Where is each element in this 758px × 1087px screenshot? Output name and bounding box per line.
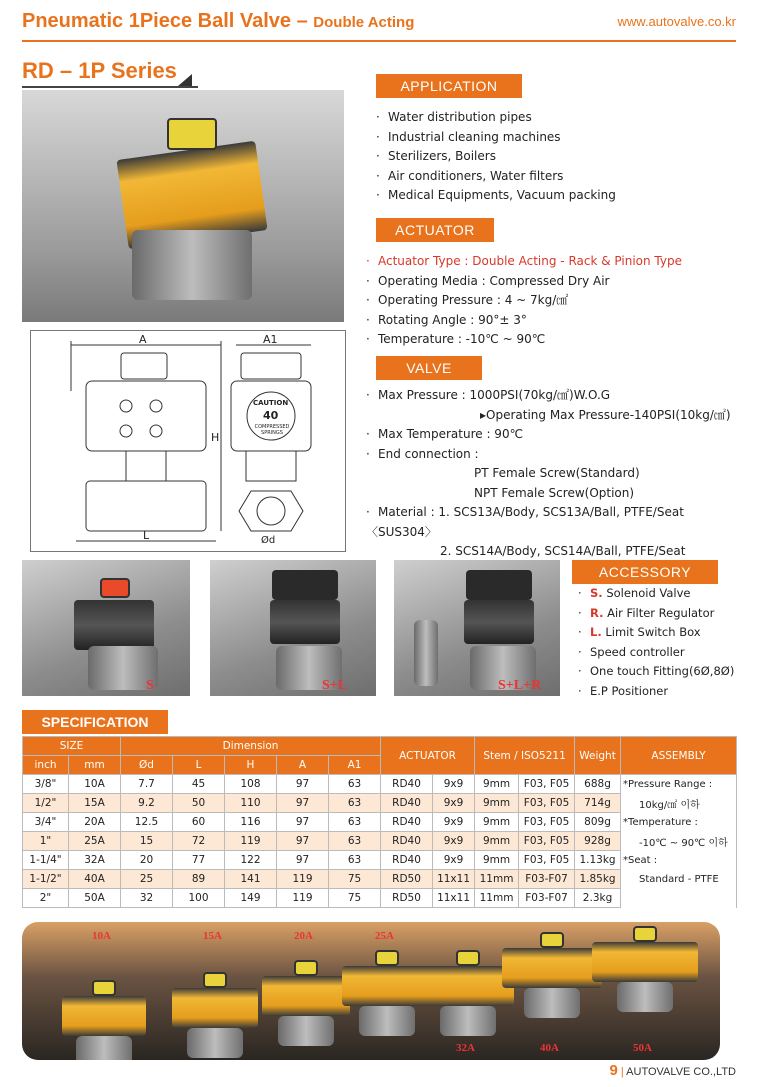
table-cell: 1.85kg bbox=[575, 870, 621, 889]
table-cell: 2" bbox=[23, 889, 69, 908]
size-label: 25A bbox=[375, 930, 394, 942]
table-cell: 928g bbox=[575, 832, 621, 851]
header-assembly: ASSEMBLY bbox=[621, 737, 737, 775]
accessory-list bbox=[578, 584, 738, 701]
photo-label-s: S bbox=[146, 678, 154, 693]
size-label: 10A bbox=[92, 930, 111, 942]
table-cell: 1/2" bbox=[23, 794, 69, 813]
table-cell: 119 bbox=[277, 870, 329, 889]
dim-label-a1: A1 bbox=[263, 333, 278, 346]
table-row bbox=[23, 832, 737, 851]
actuator-heading: ACTUATOR bbox=[376, 218, 494, 242]
list-item: · E.P Positioner bbox=[578, 683, 669, 698]
series-triangle-icon bbox=[178, 74, 192, 86]
table-cell: 89 bbox=[173, 870, 225, 889]
table-cell: 9x9 bbox=[433, 794, 475, 813]
size-label: 20A bbox=[294, 930, 313, 942]
table-cell: 149 bbox=[225, 889, 277, 908]
table-cell: 10A bbox=[69, 775, 121, 794]
table-cell: RD40 bbox=[381, 813, 433, 832]
company-name: AUTOVALVE CO.,LTD bbox=[626, 1066, 736, 1078]
accessory-photo-slr bbox=[394, 560, 560, 696]
list-item: 2. SCS14A/Body, SCS14A/Ball, PTFE/Seat bbox=[440, 544, 686, 558]
actuator-list bbox=[366, 252, 736, 350]
title-main: Pneumatic 1Piece Ball Valve – bbox=[22, 10, 314, 32]
header-actuator: ACTUATOR bbox=[381, 737, 475, 775]
header-size: SIZE bbox=[23, 737, 121, 756]
table-cell: 9x9 bbox=[433, 813, 475, 832]
table-cell: F03-F07 bbox=[519, 889, 575, 908]
table-cell: 15A bbox=[69, 794, 121, 813]
table-row bbox=[23, 870, 737, 889]
main-product-photo bbox=[22, 90, 344, 322]
dim-label-l: L bbox=[143, 529, 150, 542]
valve-heading: VALVE bbox=[376, 356, 482, 380]
table-cell: 1-1/4" bbox=[23, 851, 69, 870]
list-item: · Air conditioners, Water filters bbox=[376, 168, 564, 183]
size-label: 40A bbox=[540, 1042, 559, 1054]
table-cell: F03, F05 bbox=[519, 832, 575, 851]
list-item: · End connection : bbox=[366, 446, 479, 461]
table-row bbox=[23, 889, 737, 908]
list-item: · Rotating Angle : 90°± 3° bbox=[366, 312, 527, 327]
table-cell: 1.13kg bbox=[575, 851, 621, 870]
table-cell: 97 bbox=[277, 775, 329, 794]
table-cell: 97 bbox=[277, 813, 329, 832]
list-item: NPT Female Screw(Option) bbox=[474, 485, 635, 500]
table-cell: 9.2 bbox=[121, 794, 173, 813]
application-list bbox=[376, 108, 736, 206]
list-item: · Medical Equipments, Vacuum packing bbox=[376, 188, 616, 202]
subheader-inch: inch bbox=[23, 756, 69, 775]
table-row bbox=[23, 851, 737, 870]
header-weight: Weight bbox=[575, 737, 621, 775]
assembly-note: *Pressure Range : bbox=[621, 775, 737, 794]
assembly-note: Standard - PTFE bbox=[621, 870, 737, 889]
valve-list bbox=[366, 386, 736, 581]
footer: 9 | AUTOVALVE CO.,LTD bbox=[609, 1062, 736, 1079]
table-cell: 77 bbox=[173, 851, 225, 870]
table-cell: 714g bbox=[575, 794, 621, 813]
assembly-note: *Seat : bbox=[621, 851, 737, 870]
subheader-mm: mm bbox=[69, 756, 121, 775]
table-cell: F03-F07 bbox=[519, 870, 575, 889]
table-cell: 12.5 bbox=[121, 813, 173, 832]
table-cell: RD50 bbox=[381, 870, 433, 889]
list-item: ▸Operating Max Pressure-140PSI(10kg/㎠) bbox=[480, 407, 731, 422]
header-rule bbox=[22, 40, 736, 42]
page-header-title bbox=[22, 10, 414, 33]
list-item: · Material : 1. SCS13A/Body, SCS13A/Ball, PTFE/Seat 〈SUS304〉 bbox=[366, 505, 684, 539]
table-cell: 63 bbox=[329, 794, 381, 813]
table-cell: 688g bbox=[575, 775, 621, 794]
table-cell: 11mm bbox=[475, 870, 519, 889]
table-cell: F03, F05 bbox=[519, 775, 575, 794]
table-cell: 11x11 bbox=[433, 870, 475, 889]
list-item: · Operating Media : Compressed Dry Air bbox=[366, 273, 610, 288]
table-cell: 9mm bbox=[475, 832, 519, 851]
table-cell: RD40 bbox=[381, 794, 433, 813]
accessory-heading: ACCESSORY bbox=[572, 560, 718, 584]
table-cell: 20 bbox=[121, 851, 173, 870]
list-item: · R. Air Filter Regulator bbox=[578, 605, 715, 620]
table-cell: 97 bbox=[277, 832, 329, 851]
table-cell: F03, F05 bbox=[519, 813, 575, 832]
list-item: PT Female Screw(Standard) bbox=[474, 466, 640, 480]
table-cell: F03, F05 bbox=[519, 851, 575, 870]
title-sub: Double Acting bbox=[313, 14, 415, 31]
list-item: · Water distribution pipes bbox=[376, 110, 532, 124]
accessory-photo-sl bbox=[210, 560, 376, 696]
technical-drawing bbox=[30, 330, 346, 552]
table-cell: 32 bbox=[121, 889, 173, 908]
table-cell: 119 bbox=[277, 889, 329, 908]
size-label: 15A bbox=[203, 930, 222, 942]
table-cell: 9x9 bbox=[433, 832, 475, 851]
table-cell: 75 bbox=[329, 889, 381, 908]
table-cell: RD50 bbox=[381, 889, 433, 908]
table-cell: 63 bbox=[329, 851, 381, 870]
table-cell: 809g bbox=[575, 813, 621, 832]
table-cell: RD40 bbox=[381, 832, 433, 851]
table-cell: 63 bbox=[329, 832, 381, 851]
table-cell: 9x9 bbox=[433, 775, 475, 794]
website-url[interactable]: www.autovalve.co.kr bbox=[617, 14, 736, 29]
page-number: 9 bbox=[609, 1062, 618, 1079]
caution-number: 40 bbox=[263, 409, 279, 422]
table-body bbox=[23, 775, 737, 908]
table-cell: 122 bbox=[225, 851, 277, 870]
table-cell: 1" bbox=[23, 832, 69, 851]
list-item: · Operating Pressure : 4 ~ 7kg/㎠ bbox=[366, 293, 569, 307]
header-stem: Stem / ISO5211 bbox=[475, 737, 575, 775]
specification-table bbox=[22, 736, 737, 908]
accessory-photo-s bbox=[22, 560, 190, 696]
table-cell: 110 bbox=[225, 794, 277, 813]
list-item: · Speed controller bbox=[578, 644, 685, 659]
table-cell: 7.7 bbox=[121, 775, 173, 794]
subheader-l: L bbox=[173, 756, 225, 775]
assembly-note: 10kg/㎠ 이하 bbox=[621, 794, 737, 813]
size-label: 32A bbox=[456, 1042, 475, 1054]
table-cell: 1-1/2" bbox=[23, 870, 69, 889]
table-cell: F03, F05 bbox=[519, 794, 575, 813]
table-cell: 108 bbox=[225, 775, 277, 794]
table-row bbox=[23, 775, 737, 794]
size-label: 50A bbox=[633, 1042, 652, 1054]
table-cell: 50 bbox=[173, 794, 225, 813]
table-cell: RD40 bbox=[381, 775, 433, 794]
size-range-photo bbox=[22, 922, 720, 1060]
list-item: · One touch Fitting(6Ø,8Ø) bbox=[578, 664, 735, 678]
dim-label-h: H bbox=[211, 431, 220, 444]
subheader-od: Ød bbox=[121, 756, 173, 775]
table-cell: 72 bbox=[173, 832, 225, 851]
table-cell: 100 bbox=[173, 889, 225, 908]
table-cell: 25A bbox=[69, 832, 121, 851]
compressed-springs-text: COMPRESSED SPRINGS bbox=[254, 424, 290, 436]
table-cell: 20A bbox=[69, 813, 121, 832]
table-cell: 116 bbox=[225, 813, 277, 832]
table-cell: 63 bbox=[329, 775, 381, 794]
dim-label-a: A bbox=[139, 333, 147, 346]
assembly-note: -10℃ ~ 90℃ 이하 bbox=[621, 832, 737, 851]
table-cell: 9x9 bbox=[433, 851, 475, 870]
table-cell: 11x11 bbox=[433, 889, 475, 908]
table-cell: 40A bbox=[69, 870, 121, 889]
table-cell: 97 bbox=[277, 794, 329, 813]
specification-heading: SPECIFICATION bbox=[22, 710, 168, 734]
table-cell: 9mm bbox=[475, 794, 519, 813]
table-cell: 9mm bbox=[475, 813, 519, 832]
table-cell: 3/8" bbox=[23, 775, 69, 794]
table-header-row bbox=[23, 737, 737, 756]
application-heading: APPLICATION bbox=[376, 74, 522, 98]
table-cell: 15 bbox=[121, 832, 173, 851]
table-row bbox=[23, 813, 737, 832]
dim-label-d: Ød bbox=[261, 535, 276, 546]
table-row bbox=[23, 794, 737, 813]
table-cell: 63 bbox=[329, 813, 381, 832]
subheader-a: A bbox=[277, 756, 329, 775]
table-cell: 11mm bbox=[475, 889, 519, 908]
drawing-svg bbox=[31, 331, 347, 553]
table-cell: 50A bbox=[69, 889, 121, 908]
table-cell: 25 bbox=[121, 870, 173, 889]
table-cell: 97 bbox=[277, 851, 329, 870]
list-item: · Max Pressure : 1000PSI(70kg/㎠)W.O.G bbox=[366, 388, 611, 402]
photo-label-sl: S+L bbox=[322, 678, 348, 693]
list-item: · Max Temperature : 90℃ bbox=[366, 427, 524, 441]
list-item: · Industrial cleaning machines bbox=[376, 129, 561, 144]
table-cell: 32A bbox=[69, 851, 121, 870]
table-cell: 75 bbox=[329, 870, 381, 889]
table-cell: 119 bbox=[225, 832, 277, 851]
assembly-note: *Temperature : bbox=[621, 813, 737, 832]
list-item: · S. Solenoid Valve bbox=[578, 586, 691, 600]
series-underline bbox=[22, 86, 198, 88]
table-cell: 2.3kg bbox=[575, 889, 621, 908]
list-item: · Temperature : -10℃ ~ 90℃ bbox=[366, 332, 546, 346]
header-dimension: Dimension bbox=[121, 737, 381, 756]
subheader-a1: A1 bbox=[329, 756, 381, 775]
list-item: · Actuator Type : Double Acting - Rack & Pinion Type bbox=[366, 254, 682, 268]
table-cell: 141 bbox=[225, 870, 277, 889]
table-cell: RD40 bbox=[381, 851, 433, 870]
list-item: · L. Limit Switch Box bbox=[578, 625, 701, 639]
subheader-h: H bbox=[225, 756, 277, 775]
caution-text: CAUTION bbox=[253, 399, 289, 407]
table-cell: 45 bbox=[173, 775, 225, 794]
series-title: RD – 1P Series bbox=[22, 58, 177, 83]
table-cell: 60 bbox=[173, 813, 225, 832]
table-cell: 9mm bbox=[475, 775, 519, 794]
assembly-note bbox=[621, 889, 737, 908]
list-item: · Sterilizers, Boilers bbox=[376, 149, 496, 163]
table-cell: 9mm bbox=[475, 851, 519, 870]
table-cell: 3/4" bbox=[23, 813, 69, 832]
photo-label-slr: S+L+R bbox=[498, 678, 542, 693]
